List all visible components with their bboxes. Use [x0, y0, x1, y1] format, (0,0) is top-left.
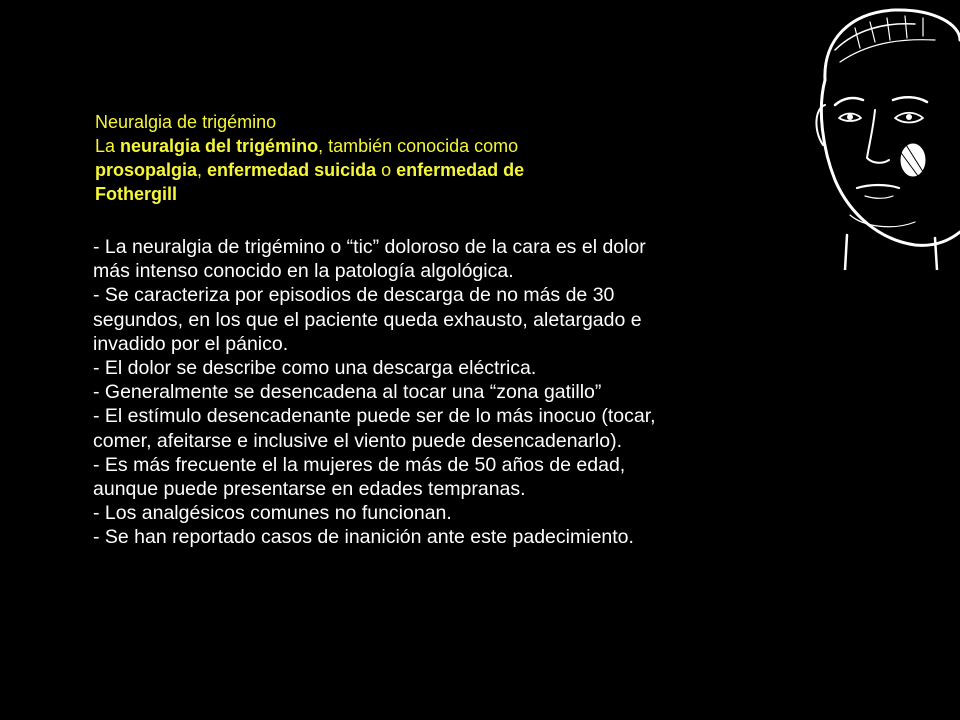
intro-line-2: [95, 158, 695, 182]
intro-title: Neuralgia de trigémino: [95, 112, 277, 132]
body-line: - Se caracteriza por episodios de descarga de no más de 30: [93, 284, 615, 307]
face-sketch-illustration: [795, 0, 960, 270]
intro-line-2-d: o: [376, 160, 397, 180]
intro-line-1: [95, 134, 695, 158]
term-fothergill: Fothergill: [95, 184, 177, 204]
body-line: - Los analgésicos comunes no funcionan.: [93, 502, 452, 525]
intro-line-2-b: ,: [197, 160, 208, 180]
symptom-list: [93, 235, 793, 550]
body-line: - Es más frecuente el la mujeres de más de 50 años de edad,: [93, 453, 626, 476]
body-line: más intenso conocido en la patología algológica.: [93, 260, 514, 283]
body-line: - Generalmente se desencadena al tocar una “zona gatillo”: [93, 381, 602, 404]
body-line: - El estímulo desencadenante puede ser de lo más inocuo (tocar,: [93, 405, 656, 428]
body-line: - Se han reportado casos de inanición ante este padecimiento.: [93, 526, 634, 549]
intro-line-3: [95, 182, 695, 206]
intro-line-1-a: La: [95, 136, 121, 156]
body-line: - El dolor se describe como una descarga eléctrica.: [93, 357, 537, 380]
intro-line-1-c: , también conocida como: [318, 136, 519, 156]
body-line: comer, afeitarse e inclusive el viento puede desencadenarlo).: [93, 429, 622, 452]
term-enfermedad-suicida: enfermedad suicida: [207, 160, 377, 180]
body-line: - La neuralgia de trigémino o “tic” doloroso de la cara es el dolor: [93, 236, 646, 258]
body-line: aunque puede presentarse en edades tempranas.: [93, 478, 526, 501]
term-prosopalgia: prosopalgia: [95, 160, 198, 180]
body-line: segundos, en los que el paciente queda exhausto, aletargado e: [93, 308, 642, 331]
term-enfermedad-de: enfermedad de: [396, 160, 525, 180]
body-line: invadido por el pánico.: [93, 332, 289, 355]
term-neuralgia-del-trigemino: neuralgia del trigémino: [120, 136, 319, 156]
intro-block: [95, 110, 695, 206]
